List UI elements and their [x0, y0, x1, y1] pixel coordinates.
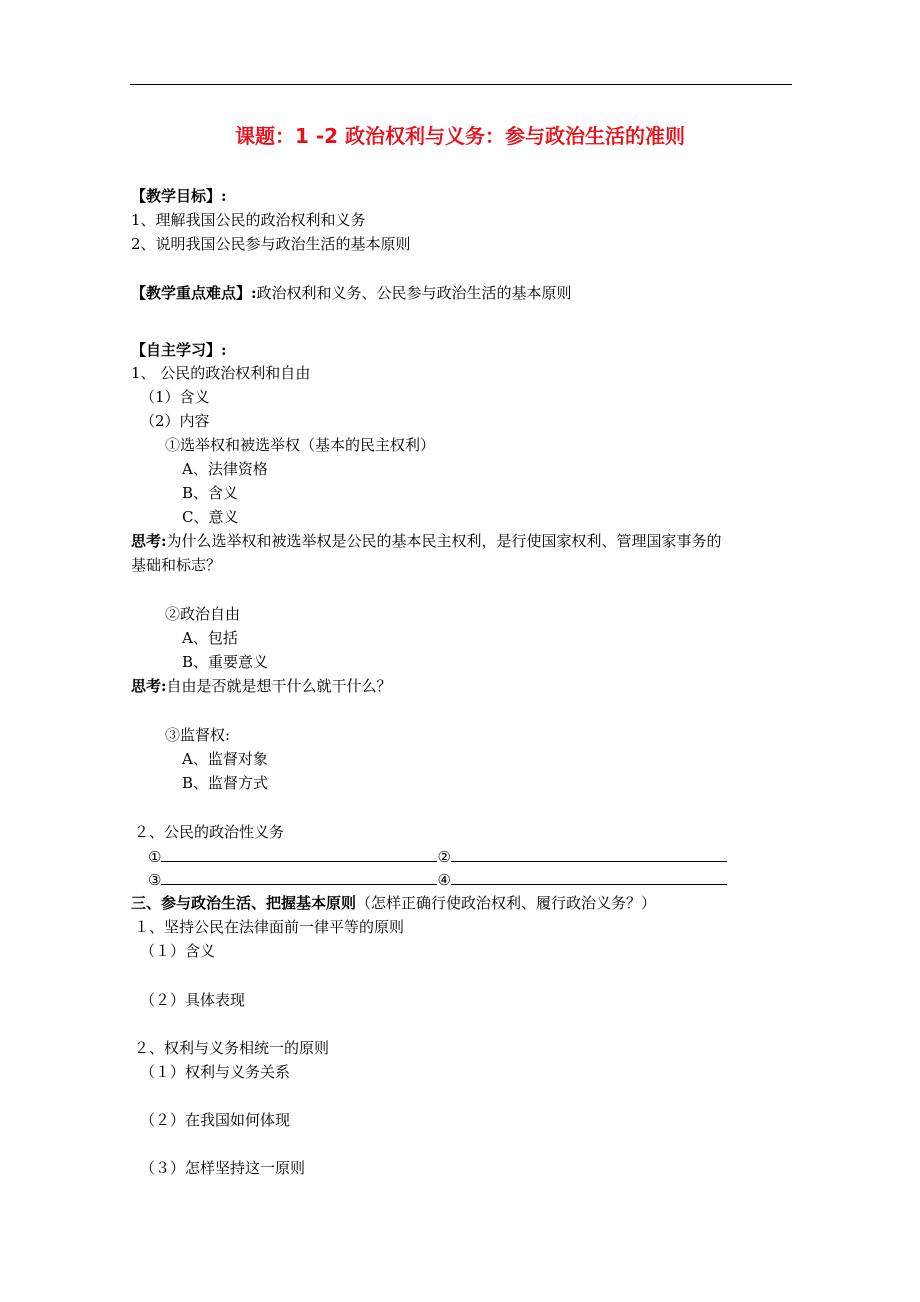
page-title: 课题：1 -2 政治权利与义务：参与政治生活的准则 — [234, 124, 686, 148]
self-study-heading: 【自主学习】: — [131, 341, 227, 359]
answer-blank-1[interactable] — [161, 846, 437, 862]
supervision-rights: ③监督权: — [165, 726, 231, 744]
key-points — [131, 283, 572, 303]
principle-1: １、坚持公民在法律面前一律平等的原则 — [134, 918, 405, 936]
supervise-a: A、监督对象 — [182, 750, 268, 768]
goal-item-2: 2、说明我国公民参与政治生活的基本原则 — [131, 235, 411, 253]
freedom-b: B、重要意义 — [182, 653, 269, 671]
political-rights-heading: 1、 公民的政治权利和自由 — [131, 364, 311, 382]
goals-heading: 【教学目标】: — [131, 187, 227, 205]
principle-2-embodiment: （２）在我国如何体现 — [140, 1111, 291, 1129]
election-c: C、意义 — [182, 508, 239, 526]
principle-1-meaning: （１）含义 — [140, 942, 216, 960]
goal-item-1: 1、理解我国公民的政治权利和义务 — [131, 211, 366, 229]
election-a: A、法律资格 — [182, 460, 268, 478]
principle-2: ２、权利与义务相统一的原则 — [134, 1039, 330, 1057]
key-points-heading: 【教学重点难点】: — [131, 284, 257, 302]
blank-row-2: ③ ④ — [148, 869, 727, 890]
answer-blank-4[interactable] — [451, 869, 727, 885]
answer-blank-3[interactable] — [161, 869, 437, 885]
section3-heading: 三、参与政治生活、把握基本原则（怎样正确行使政治权利、履行政治义务？） — [131, 894, 657, 912]
meaning-item: （1）含义 — [140, 388, 210, 406]
election-b: B、含义 — [182, 484, 239, 502]
supervise-b: B、监督方式 — [182, 774, 269, 792]
political-duties-heading: ２、公民的政治性义务 — [134, 823, 285, 841]
content-item: （2）内容 — [140, 412, 210, 430]
principle-2-relation: （１）权利与义务关系 — [140, 1063, 291, 1081]
election-rights: ①选举权和被选举权（基本的民主权利） — [165, 436, 436, 454]
think-question-1: 思考:为什么选举权和被选举权是公民的基本民主权利，是行使国家权利、管理国家事务的 — [131, 532, 722, 550]
think-question-2: 思考:自由是否就是想干什么就干什么？ — [131, 677, 392, 695]
key-points-text: 政治权利和义务、公民参与政治生活的基本原则 — [256, 284, 572, 302]
blank-row-1: ① ② — [148, 846, 727, 867]
principle-2-adherence: （３）怎样坚持这一原则 — [140, 1159, 306, 1177]
header-rule — [130, 84, 792, 85]
answer-blank-2[interactable] — [451, 846, 727, 862]
political-freedom: ②政治自由 — [165, 605, 241, 623]
think-question-1-cont: 基础和标志？ — [131, 556, 222, 574]
principle-1-manifestation: （２）具体表现 — [140, 991, 246, 1009]
freedom-a: A、包括 — [182, 629, 238, 647]
